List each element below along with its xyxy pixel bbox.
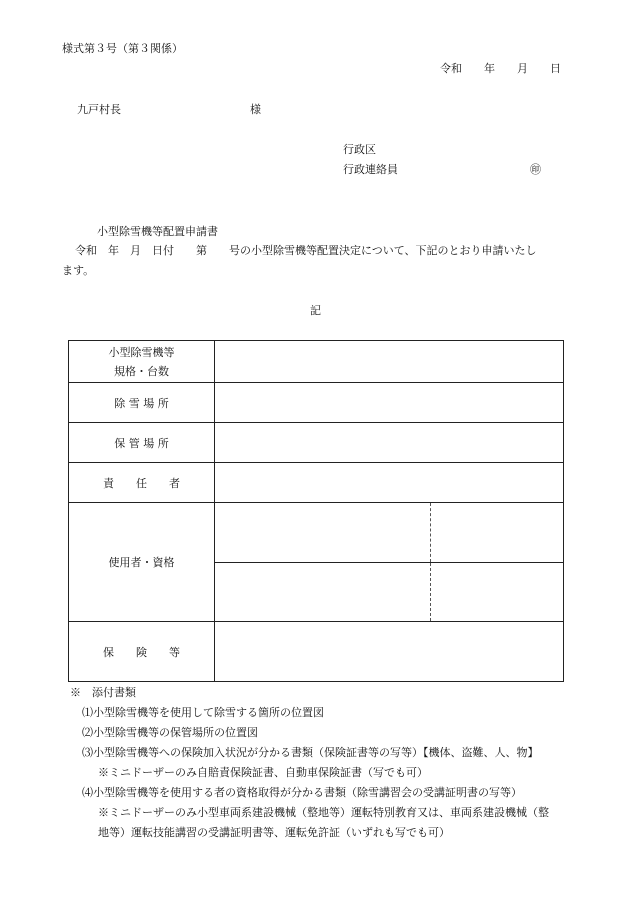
attachment-item-4-note-1: ※ミニドーザーのみ小型車両系建設機械（整地等）運転特別教育又は、車両系建設機械（整 [98, 806, 549, 819]
field-user-2[interactable] [215, 563, 564, 622]
table-row-user-1 [69, 503, 564, 563]
label-responsible: 責 任 者 [69, 463, 215, 503]
attachment-item-3: ⑶小型除雪機等への保険加入状況が分かる書類（保険証書等の写等）【機体、盗難、人、物】 [82, 746, 539, 759]
liaison-label: 行政連絡員 [343, 163, 398, 176]
document-title: 小型除雪機等配置申請書 [97, 225, 218, 238]
attachment-item-4: ⑷小型除雪機等を使用する者の資格取得が分かる書類（除雪講習会の受講証明書の写等） [82, 786, 522, 799]
table-row-storage [69, 423, 564, 463]
field-insurance[interactable] [215, 622, 564, 682]
date-line: 令和 年 月 日 [440, 62, 561, 75]
label-model-line2: 規格・台数 [114, 364, 169, 378]
label-user-qualification: 使用者・資格 [69, 503, 215, 622]
addressee-suffix: 様 [250, 103, 261, 116]
attachment-item-2: ⑵小型除雪機等の保管場所の位置図 [82, 726, 258, 739]
district-label: 行政区 [343, 143, 376, 156]
intro-line-1: 令和 年 月 日付 第 号の小型除雪機等配置決定について、下記のとおり申請いたし [75, 244, 537, 257]
application-table [68, 340, 564, 682]
attachment-item-1: ⑴小型除雪機等を使用して除雪する箇所の位置図 [82, 706, 324, 719]
label-model [69, 341, 215, 383]
dashed-divider [430, 563, 431, 621]
attachment-item-4-note-2: 地等）運転技能講習の受講証明書等、運転免許証（いずれも写でも可） [98, 826, 450, 839]
table-row-responsible [69, 463, 564, 503]
label-insurance: 保 険 等 [69, 622, 215, 682]
label-snow-place: 除 雪 場 所 [69, 383, 215, 423]
attachment-item-3-note: ※ミニドーザーのみ自賠責保険証書、自動車保険証書（写でも可） [98, 766, 428, 779]
seal-mark: ㊞ [530, 163, 541, 176]
ki-label: 記 [310, 304, 321, 317]
field-model[interactable] [215, 341, 564, 383]
field-responsible[interactable] [215, 463, 564, 503]
intro-line-2: ます。 [62, 264, 95, 277]
table-row-insurance [69, 622, 564, 682]
label-storage-place: 保 管 場 所 [69, 423, 215, 463]
addressee: 九戸村長 [77, 103, 121, 116]
attachments-heading: ※ 添付書類 [70, 686, 136, 699]
label-model-line1: 小型除雪機等 [108, 345, 175, 359]
dashed-divider [430, 503, 431, 562]
table-row-model [69, 341, 564, 383]
form-number: 様式第３号（第３関係） [62, 42, 183, 55]
field-storage-place[interactable] [215, 423, 564, 463]
field-snow-place[interactable] [215, 383, 564, 423]
table-row-snow-place [69, 383, 564, 423]
field-user-1[interactable] [215, 503, 564, 563]
